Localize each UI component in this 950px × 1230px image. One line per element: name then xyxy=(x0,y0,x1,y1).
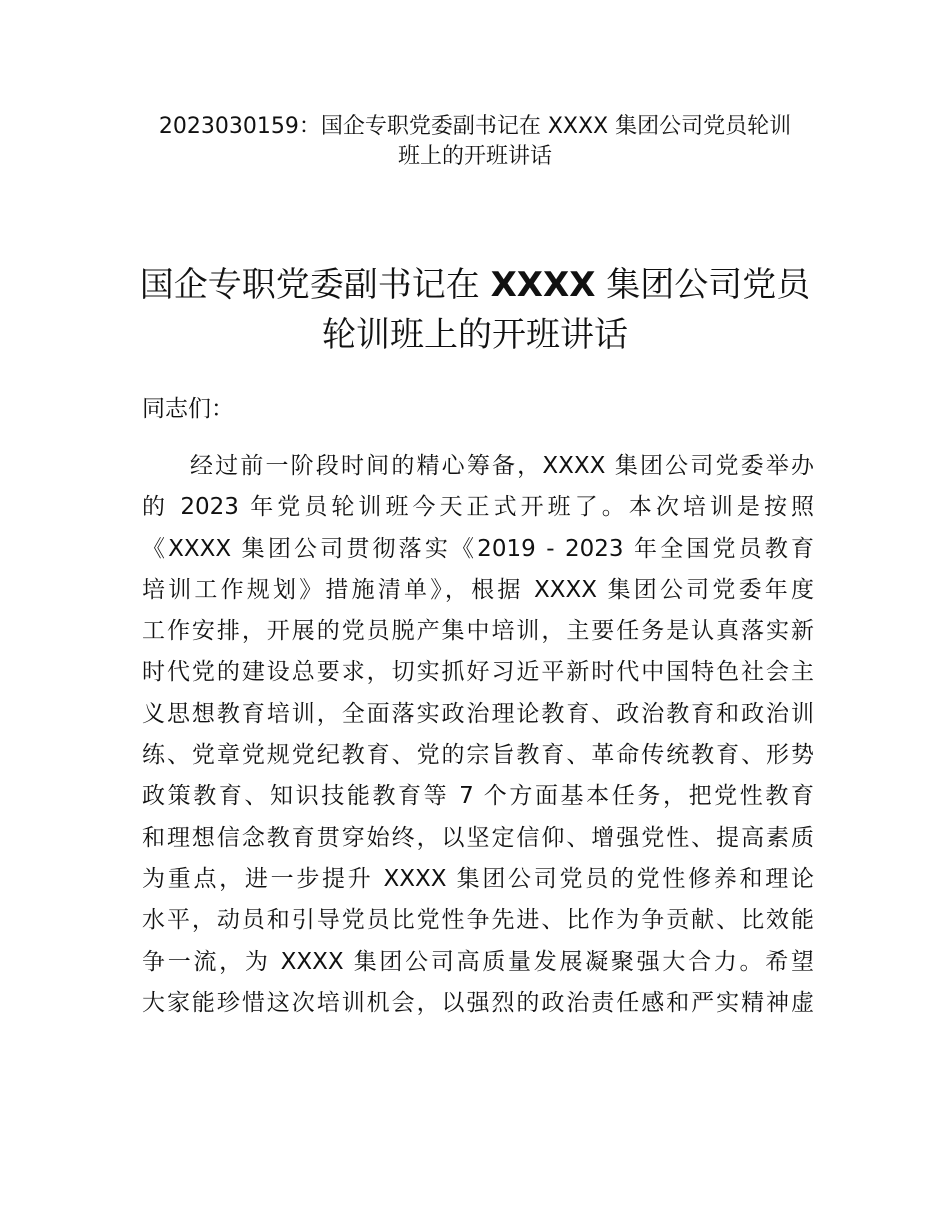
body-line: 经过前一阶段时间的精心筹备，XXXX 集团公司党委举办 xyxy=(190,453,814,479)
body-line: 争一流，为 XXXX 集团公司高质量发展凝聚强大合力。希望 xyxy=(142,948,814,975)
body-line: 练、党章党规党纪教育、党的宗旨教育、革命传统教育、形势 xyxy=(142,742,814,769)
body-line: 政策教育、知识技能教育等 7 个方面基本任务，把党性教育 xyxy=(142,783,814,810)
body-paragraph xyxy=(142,446,814,1024)
main-title-bold-part: XXXX xyxy=(490,265,596,305)
main-title xyxy=(120,260,830,360)
header-title-line-1: 2023030159：国企专职党委副书记在 XXXX 集团公司党员轮训 xyxy=(158,114,792,139)
body-line: 和理想信念教育贯穿始终，以坚定信仰、增强党性、提高素质 xyxy=(142,824,814,851)
body-line: 大家能珍惜这次培训机会，以强烈的政治责任感和严实精神虚 xyxy=(142,989,814,1016)
body-line: 水平，动员和引导党员比党性争先进、比作为争贡献、比效能 xyxy=(142,907,814,934)
header-title-line-2: 班上的开班讲话 xyxy=(397,144,552,169)
body-line: 为重点，进一步提升 XXXX 集团公司党员的党性修养和理论 xyxy=(142,865,814,892)
salutation: 同志们： xyxy=(142,396,234,422)
main-title-part-b: 集团公司党员 xyxy=(595,265,811,305)
body-line: 工作安排，开展的党员脱产集中培训，主要任务是认真落实新 xyxy=(142,618,814,645)
body-line: 的 2023 年党员轮训班今天正式开班了。本次培训是按照 xyxy=(142,494,814,521)
body-line: 培训工作规划》措施清单》，根据 XXXX 集团公司党委年度 xyxy=(142,576,814,603)
body-line: 《XXXX 集团公司贯彻落实《2019 - 2023 年全国党员教育 xyxy=(142,535,814,562)
body-line: 义思想教育培训，全面落实政治理论教育、政治教育和政治训 xyxy=(142,700,814,727)
main-title-line-1 xyxy=(120,260,830,310)
main-title-part-a: 国企专职党委副书记在 xyxy=(139,265,491,305)
main-title-line-2: 轮训班上的开班讲话 xyxy=(322,315,628,355)
document-header-title xyxy=(140,112,810,172)
body-line: 时代党的建设总要求，切实抓好习近平新时代中国特色社会主 xyxy=(142,659,814,686)
